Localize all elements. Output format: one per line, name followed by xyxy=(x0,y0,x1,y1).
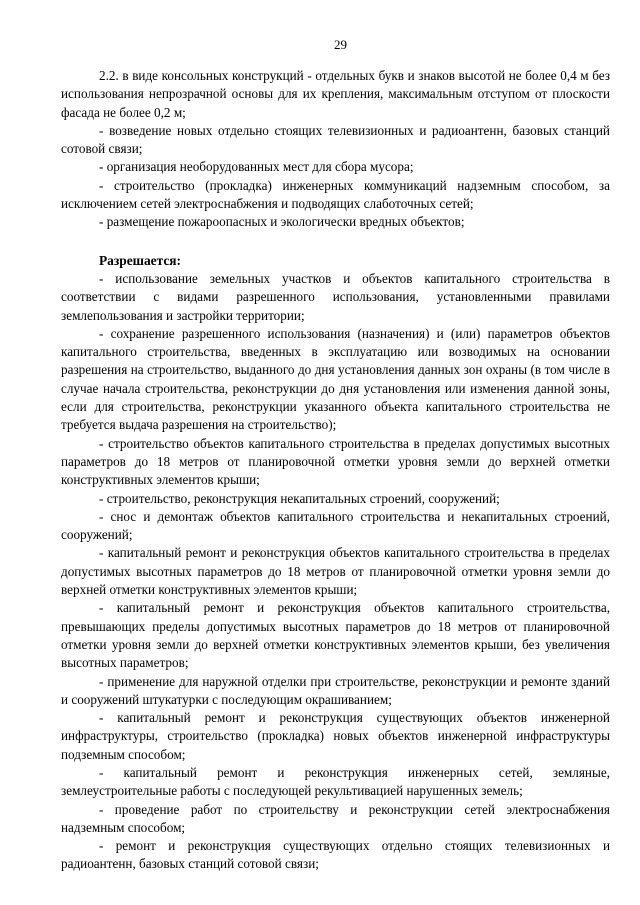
paragraph: - проведение работ по строительству и реконструкции сетей электроснабжения надземным способом; xyxy=(61,801,610,835)
paragraph: - снос и демонтаж объектов капитального строительства и некапитальных строений, сооружений; xyxy=(61,508,610,543)
paragraph: - капитальный ремонт и реконструкция инженерных сетей, земляные, землеустроительные работы с последующей рекультивацией нарушенных земель; xyxy=(61,764,610,799)
paragraph: - строительство (прокладка) инженерных коммуникаций надземным способом, за исключением сетей электроснабжения и подводящих слаботочных сетей; xyxy=(61,177,610,212)
paragraph: - ремонт и реконструкция существующих отдельно стоящих телевизионных и радиоантенн, базовых станций сотовой связи; xyxy=(61,838,610,872)
paragraph: - капитальный ремонт и реконструкция существующих объектов инженерной инфраструктуры, строительство (прокладка) новых объектов инженерной инфраструктуры подземным способом; xyxy=(61,710,610,762)
permissions-list xyxy=(61,270,610,874)
section-heading: Разрешается: xyxy=(99,252,181,268)
paragraph: - использование земельных участков и объектов капитального строительства в соответствии с видами разрешенного использования, установленными правилами землепользования и застройки территории; xyxy=(61,270,610,323)
paragraph: - применение для наружной отделки при строительстве, реконструкции и ремонте зданий и сооружений штукатурки с последующим окрашиванием; xyxy=(61,673,610,707)
paragraph: 2.2. в виде консольных конструкций - отдельных букв и знаков высотой не более 0,4 м без использования непрозрачной основы для их крепления, максимальным отступом от плоскости фасада не более 0,2 м; xyxy=(61,68,610,120)
paragraph: - размещение пожароопасных и экологически вредных объектов; xyxy=(99,214,465,230)
paragraph: - сохранение разрешенного использования (назначения) и (или) параметров объектов капитального строительства, введенных в эксплуатацию или возводимых на основании разрешения на строительство, выданного до дня установления данных зон охраны (в том числе в случае начала строительства, реконструкции до дня установления или изменения данной зоны, если для строительства, реконструкции указанного объекта капитального строительства не требуется выдача разрешения на строительство); xyxy=(61,325,610,433)
paragraph: - капитальный ремонт и реконструкция объектов капитального строительства в пределах допустимых высотных параметров до 18 метров от планировочной отметки уровня земли до верхней отметки конструктивных элементов крыши; xyxy=(61,545,610,598)
paragraph: - строительство объектов капитального строительства в пределах допустимых высотных параметров до 18 метров от планировочной отметки уровня земли до верхней отметки конструктивных элементов крыши; xyxy=(61,435,610,488)
page-number: 29 xyxy=(334,37,347,52)
paragraph: - капитальный ремонт и реконструкция объектов капитального строительства, превышающих пределы допустимых высотных параметров до 18 метров от планировочной отметки уровня земли до верхней отметки конструктивных элементов крыши, без увеличения высотных параметров; xyxy=(61,600,610,671)
paragraph: - возведение новых отдельно стоящих телевизионных и радиоантенн, базовых станций сотовой связи; xyxy=(61,122,610,157)
paragraph: - строительство, реконструкция некапитальных строений, сооружений; xyxy=(99,490,500,506)
prohibitions-list xyxy=(61,67,610,232)
paragraph: - организация необорудованных мест для сбора мусора; xyxy=(99,159,414,175)
